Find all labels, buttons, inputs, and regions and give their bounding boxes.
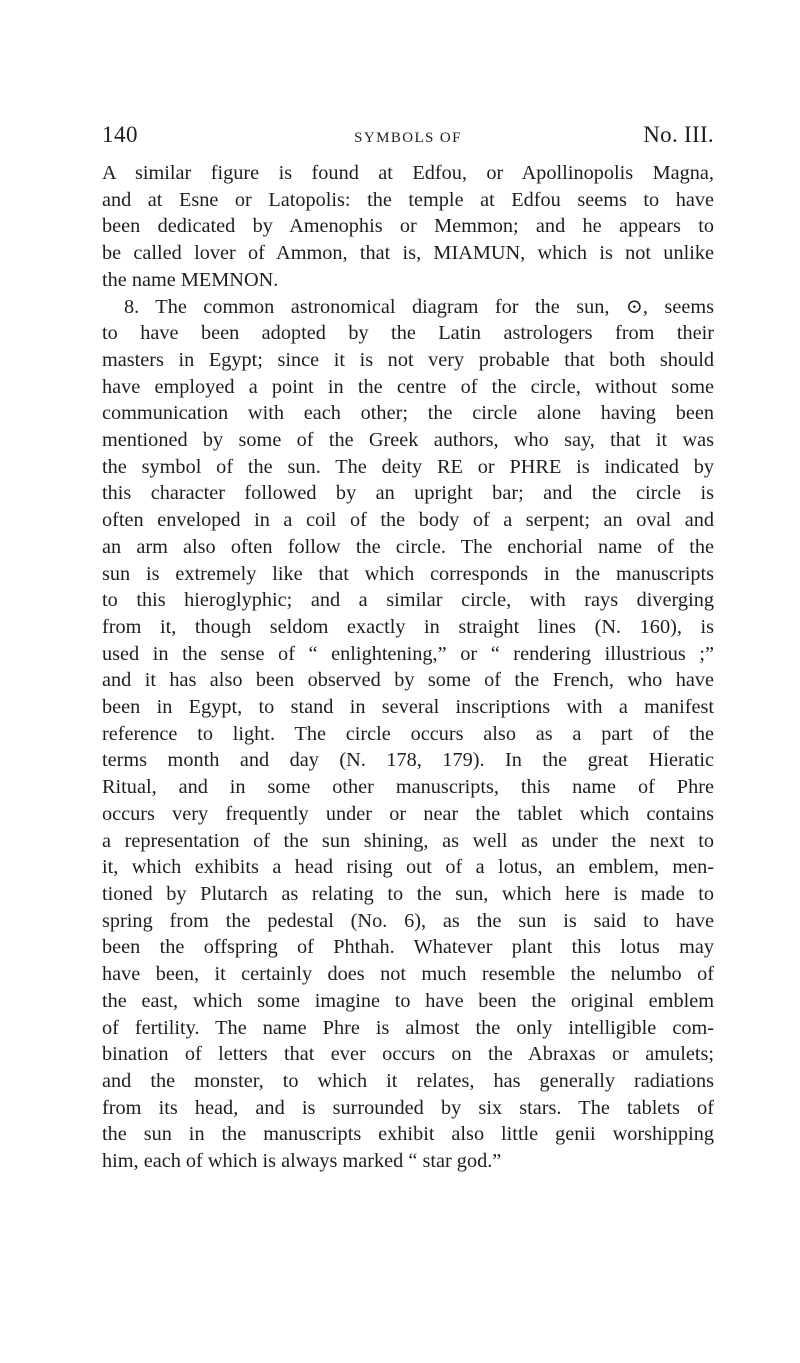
text-line: from it, though seldom exactly in straight lines (N. 160), is (102, 615, 714, 638)
text-line: masters in Egypt; since it is not very probable that both should (102, 348, 714, 371)
text-line: have employed a point in the centre of the circle, without some (102, 375, 714, 398)
section-title: SYMBOLS OF (354, 130, 462, 146)
text-line: occurs very frequently under or near the tablet which contains (102, 802, 714, 825)
body-text (102, 160, 714, 1175)
text-line: used in the sense of “ enlightening,” or “ rendering illustrious ;” (102, 642, 714, 665)
text-line: and it has also been observed by some of the French, who have (102, 669, 714, 692)
text-line: have been, it certainly does not much resemble the nelumbo of (102, 963, 714, 986)
text-line: the east, which some imagine to have been the original emblem (102, 989, 714, 1012)
text-line: this character followed by an upright bar; and the circle is (102, 482, 714, 505)
text-line: 8. The common astronomical diagram for the sun, ⊙, seems (124, 295, 714, 318)
text-line: terms month and day (N. 178, 179). In the great Hieratic (102, 749, 714, 772)
text-line: the sun in the manuscripts exhibit also little genii worshipping (102, 1123, 714, 1146)
text-line: of fertility. The name Phre is almost the only intelligible com- (102, 1016, 714, 1039)
text-line: a representation of the sun shining, as well as under the next to (102, 829, 714, 852)
text-line: been dedicated by Amenophis or Memmon; and he appears to (102, 215, 714, 238)
text-line: and the monster, to which it relates, has generally radiations (102, 1069, 714, 1092)
text-line: sun is extremely like that which corresponds in the manuscripts (102, 562, 714, 585)
text-line: bination of letters that ever occurs on the Abraxas or amulets; (102, 1043, 714, 1066)
section-number: No. III. (643, 122, 714, 147)
text-line: A similar figure is found at Edfou, or Apollinopolis Magna, (102, 162, 714, 184)
running-head (102, 118, 714, 158)
text-line: it, which exhibits a head rising out of a lotus, an emblem, men- (102, 856, 714, 879)
text-line: him, each of which is always marked “ star god.” (102, 1150, 502, 1173)
text-line: an arm also often follow the circle. The enchorial name of the (102, 535, 714, 558)
text-line: reference to light. The circle occurs also as a part of the (102, 722, 714, 745)
text-line: and at Esne or Latopolis: the temple at Edfou seems to have (102, 188, 714, 211)
text-line: to this hieroglyphic; and a similar circle, with rays diverging (102, 589, 714, 612)
page-number: 140 (102, 122, 138, 147)
text-line: the name MEMNON. (102, 268, 279, 291)
text-line: Ritual, and in some other manuscripts, this name of Phre (102, 776, 714, 799)
text-line: been the offspring of Phthah. Whatever plant this lotus may (102, 936, 714, 959)
text-line: been in Egypt, to stand in several inscriptions with a manifest (102, 696, 714, 719)
text-line: often enveloped in a coil of the body of a serpent; an oval and (102, 509, 714, 532)
text-line: tioned by Plutarch as relating to the sun, which here is made to (102, 882, 714, 905)
text-line: to have been adopted by the Latin astrologers from their (102, 322, 714, 345)
text-line: from its head, and is surrounded by six stars. The tablets of (102, 1096, 714, 1119)
book-page (102, 118, 714, 1175)
text-line: communication with each other; the circle alone having been (102, 402, 714, 425)
text-line: mentioned by some of the Greek authors, who say, that it was (102, 429, 714, 452)
text-line: the symbol of the sun. The deity RE or PHRE is indicated by (102, 455, 714, 478)
text-line: be called lover of Ammon, that is, MIAMUN, which is not unlike (102, 242, 714, 265)
text-line: spring from the pedestal (No. 6), as the sun is said to have (102, 909, 714, 932)
